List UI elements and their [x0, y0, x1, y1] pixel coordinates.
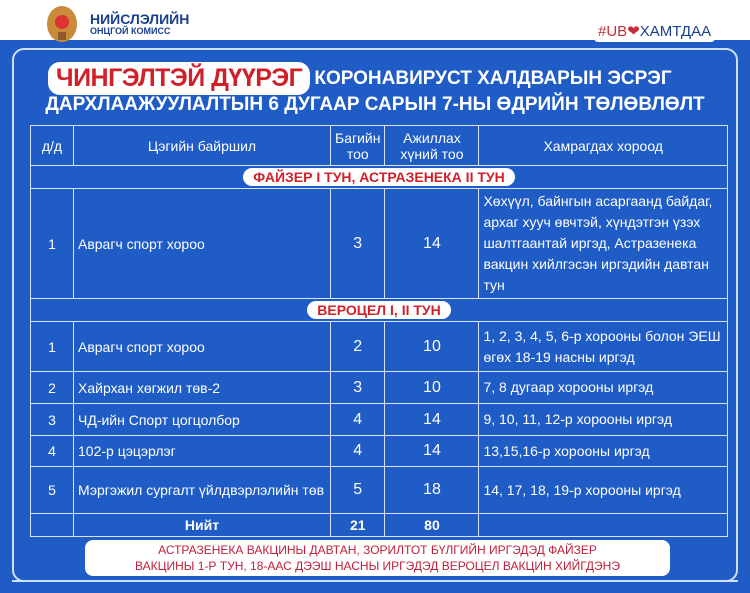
district-name: ЧИНГЭЛТЭЙ ДҮҮРЭГ	[48, 62, 310, 95]
total-teams: 21	[331, 514, 385, 537]
worker-count: 10	[385, 322, 479, 372]
location: Аврагч спорт хороо	[74, 189, 331, 299]
location: Хайрхан хөгжил төв-2	[74, 372, 331, 404]
row-number: 3	[31, 404, 74, 436]
table-row	[31, 322, 728, 372]
team-count: 5	[331, 467, 385, 514]
coverage: 14, 17, 18, 19-р хорооны иргэд	[479, 467, 728, 514]
heart-icon: ❤	[627, 23, 640, 40]
table-row	[31, 372, 728, 404]
coverage: Хөхүүл, байнгын асаргаанд байдаг, архаг хууч өвчтэй, хүндэтгэн үзэх шалтгаантай иргэд, Астразенека вакцин хийлгэсэн иргэдийн давтан тун	[479, 189, 728, 299]
divider	[12, 580, 738, 582]
table-row	[31, 189, 728, 299]
worker-count: 14	[385, 436, 479, 467]
row-number: 5	[31, 467, 74, 514]
location: Аврагч спорт хороо	[74, 322, 331, 372]
coverage: 13,15,16-р хорооны иргэд	[479, 436, 728, 467]
row-number: 2	[31, 372, 74, 404]
table-row	[31, 436, 728, 467]
section-row	[31, 166, 728, 189]
team-count: 2	[331, 322, 385, 372]
table-row	[31, 467, 728, 514]
total-row	[31, 514, 728, 537]
title-line2: ДАРХЛААЖУУЛАЛТЫН 6 ДУГААР САРЫН 7-НЫ ӨДРИЙН ТӨЛӨВЛӨЛТ	[45, 94, 705, 115]
team-count: 3	[331, 372, 385, 404]
header-teams: Багийн тоо	[331, 126, 385, 166]
emblem-logo	[44, 4, 80, 44]
total-label: Нийт	[74, 514, 331, 537]
coverage: 7, 8 дугаар хорооны иргэд	[479, 372, 728, 404]
table-row	[31, 404, 728, 436]
total-workers: 80	[385, 514, 479, 537]
section-label: ВЕРОЦЕЛ I, II ТУН	[307, 301, 450, 319]
header-location: Цэгийн байршил	[74, 126, 331, 166]
schedule-table	[30, 125, 728, 537]
section-row	[31, 299, 728, 322]
worker-count: 18	[385, 467, 479, 514]
worker-count: 14	[385, 189, 479, 299]
footer-note: АСТРАЗЕНЕКА ВАКЦИНЫ ДАВТАН, ЗОРИЛТОТ БҮЛГИЙН ИРГЭДЭД ФАЙЗЕР ВАКЦИНЫ 1-Р ТУН, 18-ААС ДЭЭШ НАСНЫ ИРГЭДЭД ВЕРОЦЕЛ ВАКЦИН ХИЙГДЭНЭ	[85, 540, 670, 576]
team-count: 4	[331, 436, 385, 467]
table-header	[31, 126, 728, 166]
header-no: д/д	[31, 126, 74, 166]
row-number: 4	[31, 436, 74, 467]
title-line1: ЧИНГЭЛТЭЙ ДҮҮРЭГ КОРОНАВИРУСТ ХАЛДВАРЫН ЭСРЭГ	[48, 62, 672, 95]
row-number: 1	[31, 189, 74, 299]
hashtag: #UB❤ХАМТДАА	[594, 20, 715, 42]
worker-count: 14	[385, 404, 479, 436]
team-count: 4	[331, 404, 385, 436]
organization-name: НИЙСЛЭЛИЙН ОНЦГОЙ КОМИСС	[90, 11, 190, 36]
coverage: 9, 10, 11, 12-р хорооны иргэд	[479, 404, 728, 436]
location: ЧД-ийн Спорт цогцолбор	[74, 404, 331, 436]
header-workers: Ажиллах хүний тоо	[385, 126, 479, 166]
team-count: 3	[331, 189, 385, 299]
location: 102-р цэцэрлэг	[74, 436, 331, 467]
section-label: ФАЙЗЕР I ТУН, АСТРАЗЕНЕКА II ТУН	[243, 168, 514, 186]
location: Мэргэжил сургалт үйлдвэрлэлийн төв	[74, 467, 331, 514]
row-number: 1	[31, 322, 74, 372]
coverage: 1, 2, 3, 4, 5, 6-р хорооны болон ЭЕШ өгөх 18-19 насны иргэд	[479, 322, 728, 372]
worker-count: 10	[385, 372, 479, 404]
header-coverage: Хамрагдах хороод	[479, 126, 728, 166]
